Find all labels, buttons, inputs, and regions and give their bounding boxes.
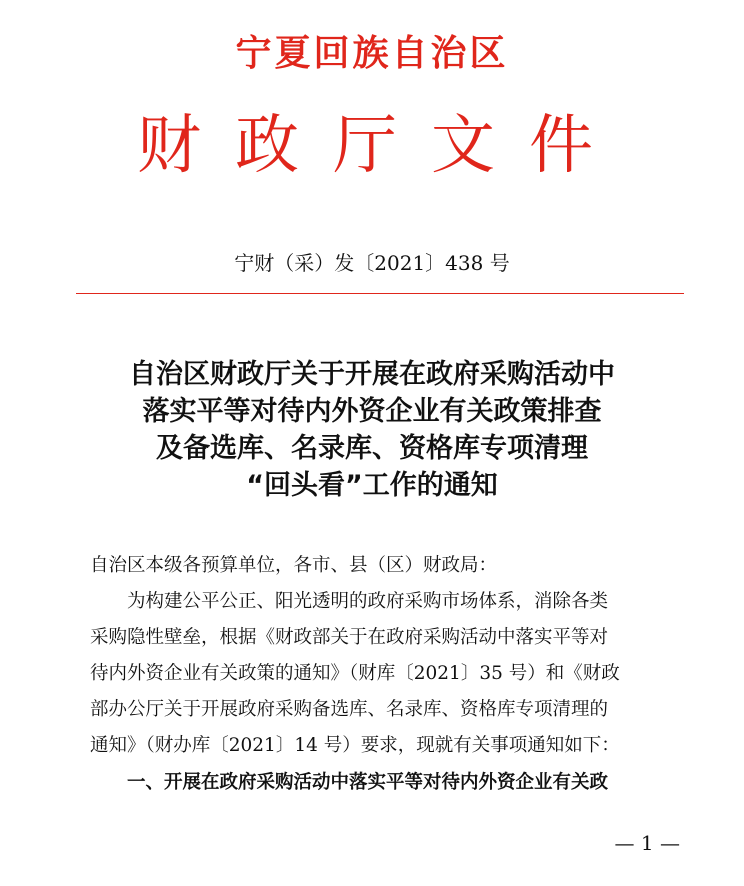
document-number: 宁财（采）发〔2021〕438 号 (234, 251, 510, 275)
recipient-text: 自治区本级各预算单位，各市、县（区）财政局： (90, 555, 498, 576)
paragraph-line-1: 为构建公平公正、阳光透明的政府采购市场体系，消除各类 (127, 591, 609, 612)
body-paragraph (90, 584, 682, 764)
notice-title-line-3: 及备选库、名录库、资格库专项清理 (156, 433, 588, 464)
section-heading-1: 一、开展在政府采购活动中落实平等对待内外资企业有关政 (127, 772, 609, 793)
paragraph-line-2: 采购隐性壁垒，根据《财政部关于在政府采购活动中落实平等对 (90, 627, 609, 648)
notice-title-line-4: “回头看”工作的通知 (246, 470, 498, 501)
red-divider-line (76, 293, 684, 294)
paragraph-line-4: 部办公厅关于开展政府采购备选库、名录库、资格库专项清理的 (90, 699, 609, 720)
recipient-line (90, 548, 682, 584)
page-number: — 1 — (614, 831, 680, 855)
paragraph-line-3: 待内外资企业有关政策的通知》（财库〔2021〕35 号）和《财政 (90, 663, 620, 684)
document-header-title: 财政厅文件 (137, 109, 627, 183)
paragraph-line-5: 通知》（财办库〔2021〕14 号）要求，现就有关事项通知如下： (90, 735, 620, 756)
notice-title-line-2: 落实平等对待内外资企业有关政策排查 (142, 396, 602, 427)
notice-title (60, 356, 684, 504)
notice-title-line-1: 自治区财政厅关于开展在政府采购活动中 (129, 359, 615, 390)
issuing-organization: 宁夏回族自治区 (235, 33, 509, 74)
